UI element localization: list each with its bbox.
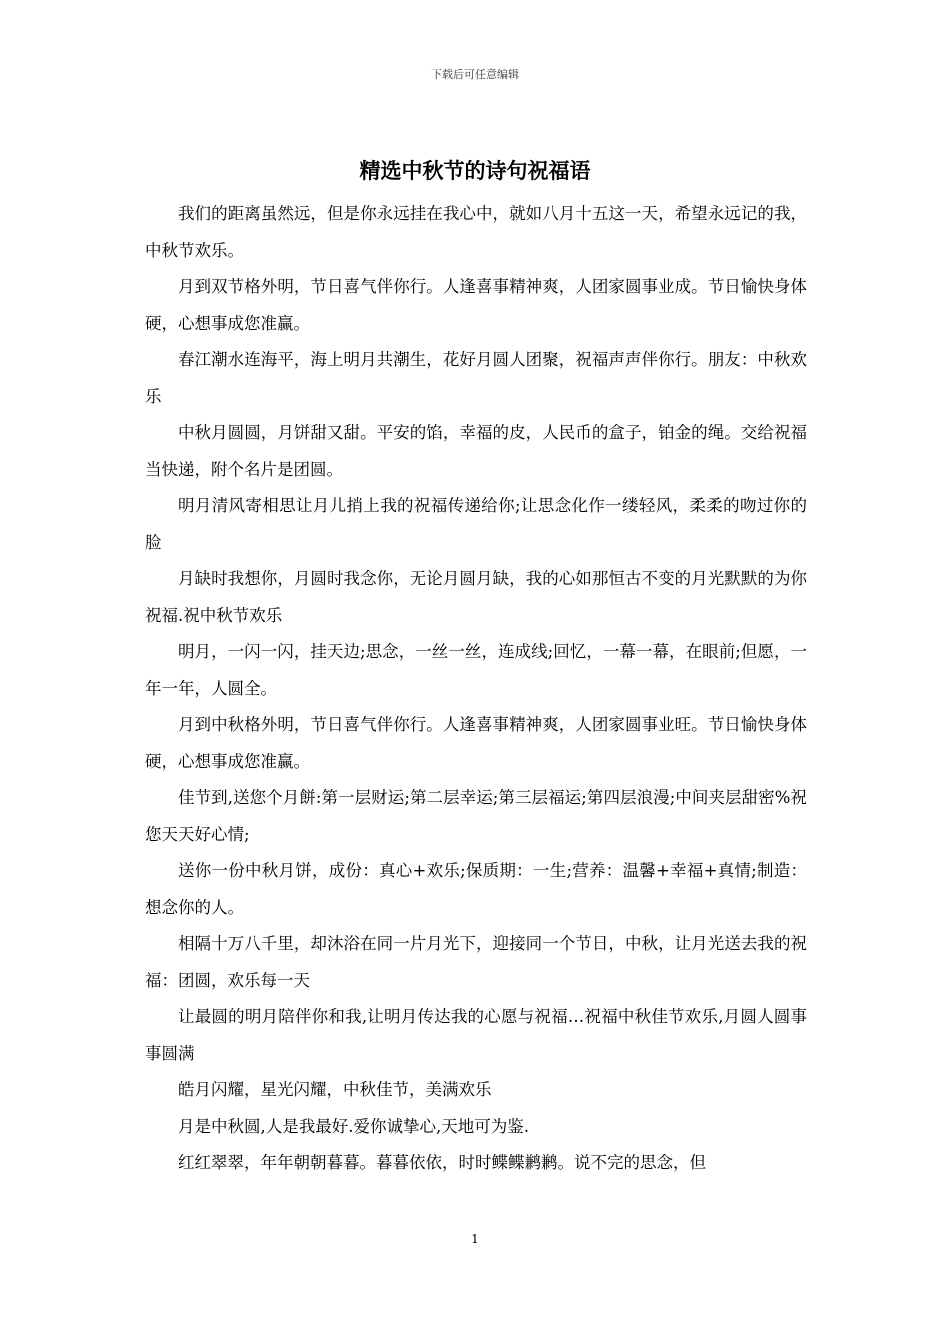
document-body bbox=[145, 196, 807, 1182]
paragraph: 月是中秋圆,人是我最好.爱你诚挚心,天地可为鉴. bbox=[178, 1116, 529, 1136]
paragraph: 佳节到,送您个月餅:第一层财运;第二层幸运;第三层福运;第四层浪漫;中间夹层甜密%祝您天天好心情; bbox=[145, 788, 807, 844]
document-title: 精选中秋节的诗句祝福语 bbox=[359, 158, 591, 183]
page-header: 下载后可任意编辑 bbox=[431, 68, 519, 81]
paragraph: 送你一份中秋月饼，成份：真心+欢乐;保质期：一生;营养：温馨+幸福+真情;制造：想念你的人。 bbox=[145, 861, 807, 917]
paragraph: 皓月闪耀，星光闪耀，中秋佳节，美满欢乐 bbox=[178, 1080, 492, 1099]
page-number: 1 bbox=[471, 1232, 479, 1246]
paragraph: 让最圆的明月陪伴你和我,让明月传达我的心愿与祝福…祝福中秋佳节欢乐,月圆人圆事事圆满 bbox=[145, 1007, 807, 1063]
paragraph: 中秋月圆圆，月饼甜又甜。平安的馅，幸福的皮，人民币的盒子，铂金的绳。交给祝福当快递，附个名片是团圆。 bbox=[145, 423, 807, 479]
paragraph: 相隔十万八千里，却沐浴在同一片月光下，迎接同一个节日，中秋，让月光送去我的祝福：团圆，欢乐每一天 bbox=[145, 934, 807, 990]
paragraph: 月到中秋格外明，节日喜气伴你行。人逢喜事精神爽，人团家圆事业旺。节日愉快身体硬，心想事成您准赢。 bbox=[145, 715, 807, 771]
paragraph: 明月，一闪一闪，挂天边;思念，一丝一丝，连成线;回忆，一幕一幕，在眼前;但愿，一年一年，人圆全。 bbox=[145, 642, 807, 698]
paragraph: 我们的距离虽然远，但是你永远挂在我心中，就如八月十五这一天，希望永远记的我，中秋节欢乐。 bbox=[145, 204, 807, 260]
paragraph: 红红翠翠，年年朝朝暮暮。暮暮依依，时时鲽鲽鹣鹣。说不完的思念，但 bbox=[178, 1153, 706, 1172]
paragraph: 明月清风寄相思让月儿捎上我的祝福传递给你;让思念化作一缕轻风，柔柔的吻过你的脸 bbox=[145, 496, 807, 552]
paragraph: 月到双节格外明，节日喜气伴你行。人逢喜事精神爽，人团家圆事业成。节日愉快身体硬，心想事成您准赢。 bbox=[145, 277, 807, 333]
paragraph: 月缺时我想你，月圆时我念你，无论月圆月缺，我的心如那恒古不变的月光默默的为你祝福.祝中秋节欢乐 bbox=[145, 569, 807, 625]
paragraph: 春江潮水连海平，海上明月共潮生，花好月圆人团聚，祝福声声伴你行。朋友：中秋欢乐 bbox=[145, 350, 807, 406]
